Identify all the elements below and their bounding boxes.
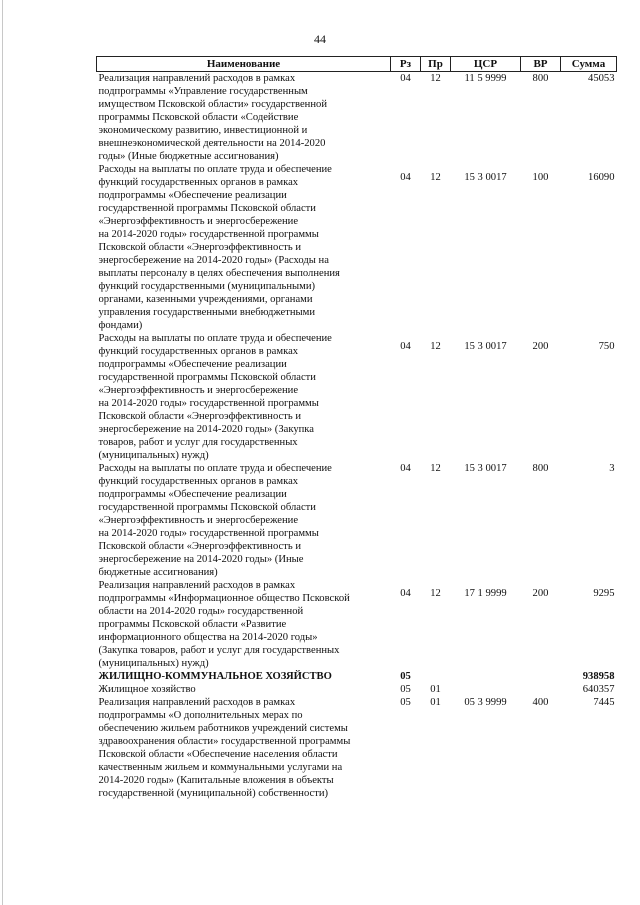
row-vr: 200: [532, 588, 549, 599]
row-csr: [451, 670, 521, 683]
page-number: 44: [314, 32, 326, 46]
row-rz: 05: [400, 697, 411, 708]
row-sum: 16090: [588, 172, 615, 183]
row-vr: 200: [532, 341, 549, 352]
header-vr: ВР: [521, 57, 561, 72]
row-csr: 15 3 0017: [464, 172, 507, 183]
row-rz: 04: [400, 588, 411, 599]
table-header-row: [97, 57, 617, 72]
row-rz: 04: [400, 463, 411, 474]
table-row: [97, 72, 617, 164]
row-vr: 800: [532, 73, 549, 84]
row-csr: 11 5 9999: [464, 73, 507, 84]
row-csr: 17 1 9999: [464, 588, 507, 599]
row-sum: 938958: [582, 671, 615, 682]
row-pr: 12: [430, 463, 441, 474]
row-sum: 750: [598, 341, 615, 352]
row-name: Реализация направлений расходов в рамках подпрограммы «О дополнительных мерах по обеспечению жильем работников учреждений системы здравоохранения области» государственной программы Псковской области «Обеспечение населения области качественным жильем и коммунальными услугами на 2014-2020 годы» (Капитальные вложения в объекты государственной (муниципальной) собственности): [98, 697, 351, 799]
row-pr: 12: [430, 172, 441, 183]
row-csr: 15 3 0017: [464, 341, 507, 352]
header-csr: ЦСР: [451, 57, 521, 72]
header-name: Наименование: [97, 57, 391, 72]
row-rz: 04: [400, 341, 411, 352]
row-vr: 100: [532, 172, 549, 183]
row-sum: 3: [609, 463, 615, 474]
row-sum: 7445: [593, 697, 615, 708]
row-sum: 9295: [593, 588, 615, 599]
row-pr: 01: [430, 697, 441, 708]
row-csr: 05 3 9999: [464, 697, 507, 708]
row-vr: [521, 683, 561, 696]
budget-table: [96, 56, 617, 800]
row-pr: 12: [430, 588, 441, 599]
row-vr: 800: [532, 463, 549, 474]
header-sum: Сумма: [561, 57, 617, 72]
row-sum: 45053: [588, 73, 615, 84]
row-name: Расходы на выплаты по оплате труда и обеспечение функций государственных органов в рамках подпрограммы «Обеспечение реализации государственной программы Псковской области «Энергоэффективность и энергосбережение на 2014-2020 годы» государственной программы Псковской области «Энергоэффективность и энергосбережение на 2014-2020 годы» (Расходы на выплаты персоналу в целях обеспечения выполнения функций государственными (муниципальными) органами, казенными учреждениями, органами управления государственными внебюджетными фондами): [98, 164, 340, 331]
row-pr: [421, 670, 451, 683]
section-name: ЖИЛИЩНО-КОММУНАЛЬНОЕ ХОЗЯЙСТВО: [98, 671, 332, 682]
header-rz: Рз: [391, 57, 421, 72]
row-vr: [521, 670, 561, 683]
row-csr: [451, 683, 521, 696]
row-pr: 12: [430, 341, 441, 352]
table-row: [97, 579, 617, 670]
table-row: [97, 462, 617, 579]
subsection-row: [97, 683, 617, 696]
table-row: [97, 696, 617, 800]
row-name: Расходы на выплаты по оплате труда и обеспечение функций государственных органов в рамках подпрограммы «Обеспечение реализации государственной программы Псковской области «Энергоэффективность и энергосбережение на 2014-2020 годы» государственной программы Псковской области «Энергоэффективность и энергосбережение на 2014-2020 годы» (Иные бюджетные ассигнования): [98, 463, 332, 578]
scan-edge-line: [2, 0, 3, 905]
row-pr: 12: [430, 73, 441, 84]
row-vr: 400: [532, 697, 549, 708]
row-rz: 05: [400, 684, 411, 695]
row-pr: 01: [430, 684, 441, 695]
row-csr: 15 3 0017: [464, 463, 507, 474]
row-name: Расходы на выплаты по оплате труда и обеспечение функций государственных органов в рамках подпрограммы «Обеспечение реализации государственной программы Псковской области «Энергоэффективность и энергосбережение на 2014-2020 годы» государственной программы Псковской области «Энергоэффективность и энергосбережение на 2014-2020 годы» (Закупка товаров, работ и услуг для государственных (муниципальных) нужд): [98, 333, 332, 461]
row-name: Реализация направлений расходов в рамках подпрограммы «Информационное общество Псковской области на 2014-2020 годы» государственной программы Псковской области «Развитие информационного общества на 2014-2020 годы» (Закупка товаров, работ и услуг для государственных (муниципальных) нужд): [98, 580, 350, 669]
row-rz: 04: [400, 172, 411, 183]
row-rz: 05: [400, 671, 411, 682]
subsection-name: Жилищное хозяйство: [98, 684, 196, 695]
row-name: Реализация направлений расходов в рамках подпрограммы «Управление государственным имуществом Псковской области» государственной программы Псковской области «Содействие экономическому развитию, инвестиционной и внешнеэкономической деятельности на 2014-2020 годы» (Иные бюджетные ассигнования): [98, 73, 327, 162]
table-row: [97, 332, 617, 462]
header-pr: Пр: [421, 57, 451, 72]
row-rz: 04: [400, 73, 411, 84]
section-row: [97, 670, 617, 683]
row-sum: 640357: [582, 684, 615, 695]
table-row: [97, 163, 617, 332]
